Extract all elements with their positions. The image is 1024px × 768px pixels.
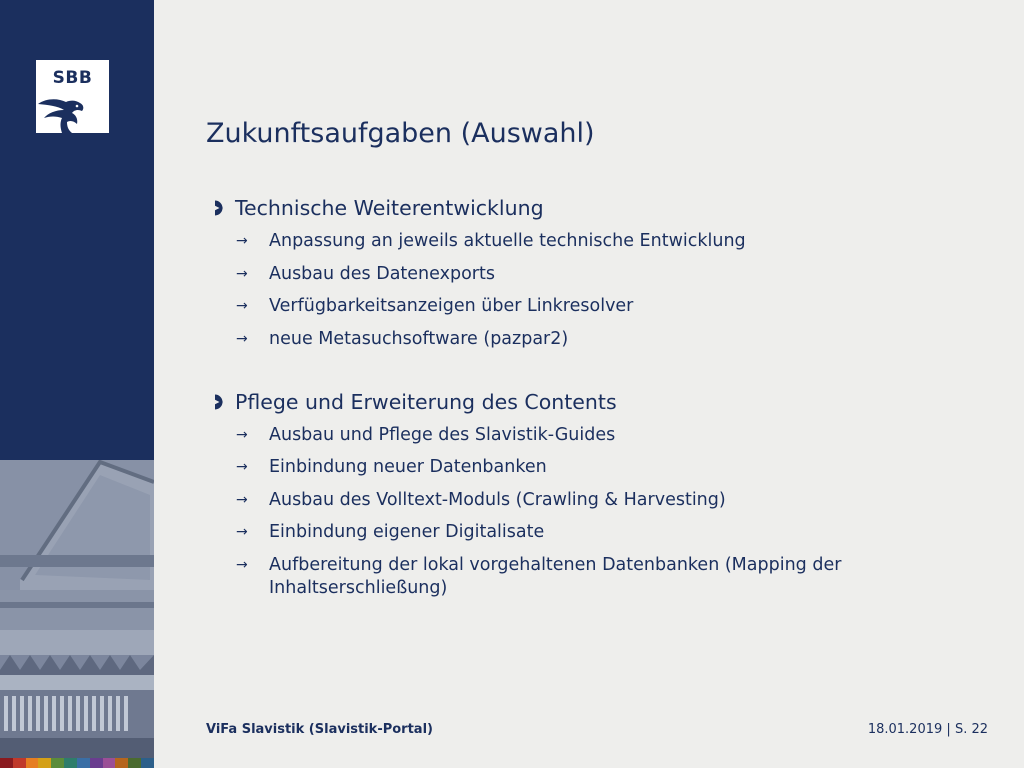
slide-content: [206, 194, 966, 609]
sbb-logo: [36, 60, 109, 133]
color-strip: [0, 758, 154, 768]
color-strip-segment: [77, 758, 90, 768]
footer-page-number: S. 22: [954, 722, 988, 737]
list-item: → Einbindung eigener Digitalisate: [236, 522, 545, 542]
color-strip-segment: [141, 758, 154, 768]
color-strip-segment: [90, 758, 103, 768]
main-bullet: [206, 194, 966, 222]
section-content: [206, 388, 966, 600]
color-strip-segment: [103, 758, 116, 768]
color-strip-segment: [115, 758, 128, 768]
circled-arrow-right-icon: [206, 194, 235, 222]
footer-page-info: [868, 722, 988, 737]
color-strip-segment: [51, 758, 64, 768]
section-heading: Pflege und Erweiterung des Contents: [235, 389, 617, 414]
arrow-right-icon: →: [236, 265, 248, 282]
eagle-icon: [36, 96, 109, 133]
footer-title: ViFa Slavistik (Slavistik-Portal): [206, 722, 433, 737]
sub-list: [206, 424, 966, 600]
color-strip-segment: [13, 758, 26, 768]
arrow-right-icon: →: [236, 459, 248, 475]
list-item: → Anpassung an jeweils aktuelle technische Entwicklung: [236, 231, 746, 251]
arrow-right-icon: →: [236, 426, 248, 443]
arrow-right-icon: →: [236, 298, 248, 314]
sub-list: [206, 230, 966, 351]
circled-arrow-right-icon: [206, 388, 235, 416]
slide-title: Zukunftsaufgaben (Auswahl): [206, 118, 595, 149]
arrow-right-icon: →: [236, 233, 248, 249]
footer-date: 18.01.2019: [867, 722, 943, 737]
section-heading: Technische Weiterentwicklung: [235, 196, 544, 220]
footer-separator: |: [946, 722, 951, 737]
building-photo: [0, 460, 154, 760]
section-technical: [206, 194, 966, 351]
arrow-right-icon: →: [236, 556, 248, 573]
list-item: → Einbindung neuer Datenbanken: [236, 457, 547, 477]
color-strip-segment: [38, 758, 51, 768]
arrow-right-icon: →: [236, 524, 248, 540]
logo-text: SBB: [52, 68, 93, 88]
list-item: → Aufbereitung der lokal vorgehaltenen Datenbanken (Mapping der Inhaltserschließung): [236, 554, 842, 598]
list-item: → Ausbau des Datenexports: [236, 263, 495, 284]
arrow-right-icon: →: [236, 491, 248, 508]
sidebar: [0, 0, 154, 768]
list-item: → Ausbau des Volltext-Moduls (Crawling & Harvesting): [236, 489, 726, 510]
list-item: → neue Metasuchsoftware (pazpar2): [236, 328, 569, 349]
list-item: → Ausbau und Pflege des Slavistik-Guides: [236, 424, 616, 445]
main-bullet: [206, 388, 966, 416]
color-strip-segment: [26, 758, 39, 768]
list-item: → Verfügbarkeitsanzeigen über Linkresolver: [236, 296, 634, 316]
color-strip-segment: [0, 758, 13, 768]
arrow-right-icon: →: [236, 330, 248, 347]
color-strip-segment: [128, 758, 141, 768]
color-strip-segment: [64, 758, 77, 768]
